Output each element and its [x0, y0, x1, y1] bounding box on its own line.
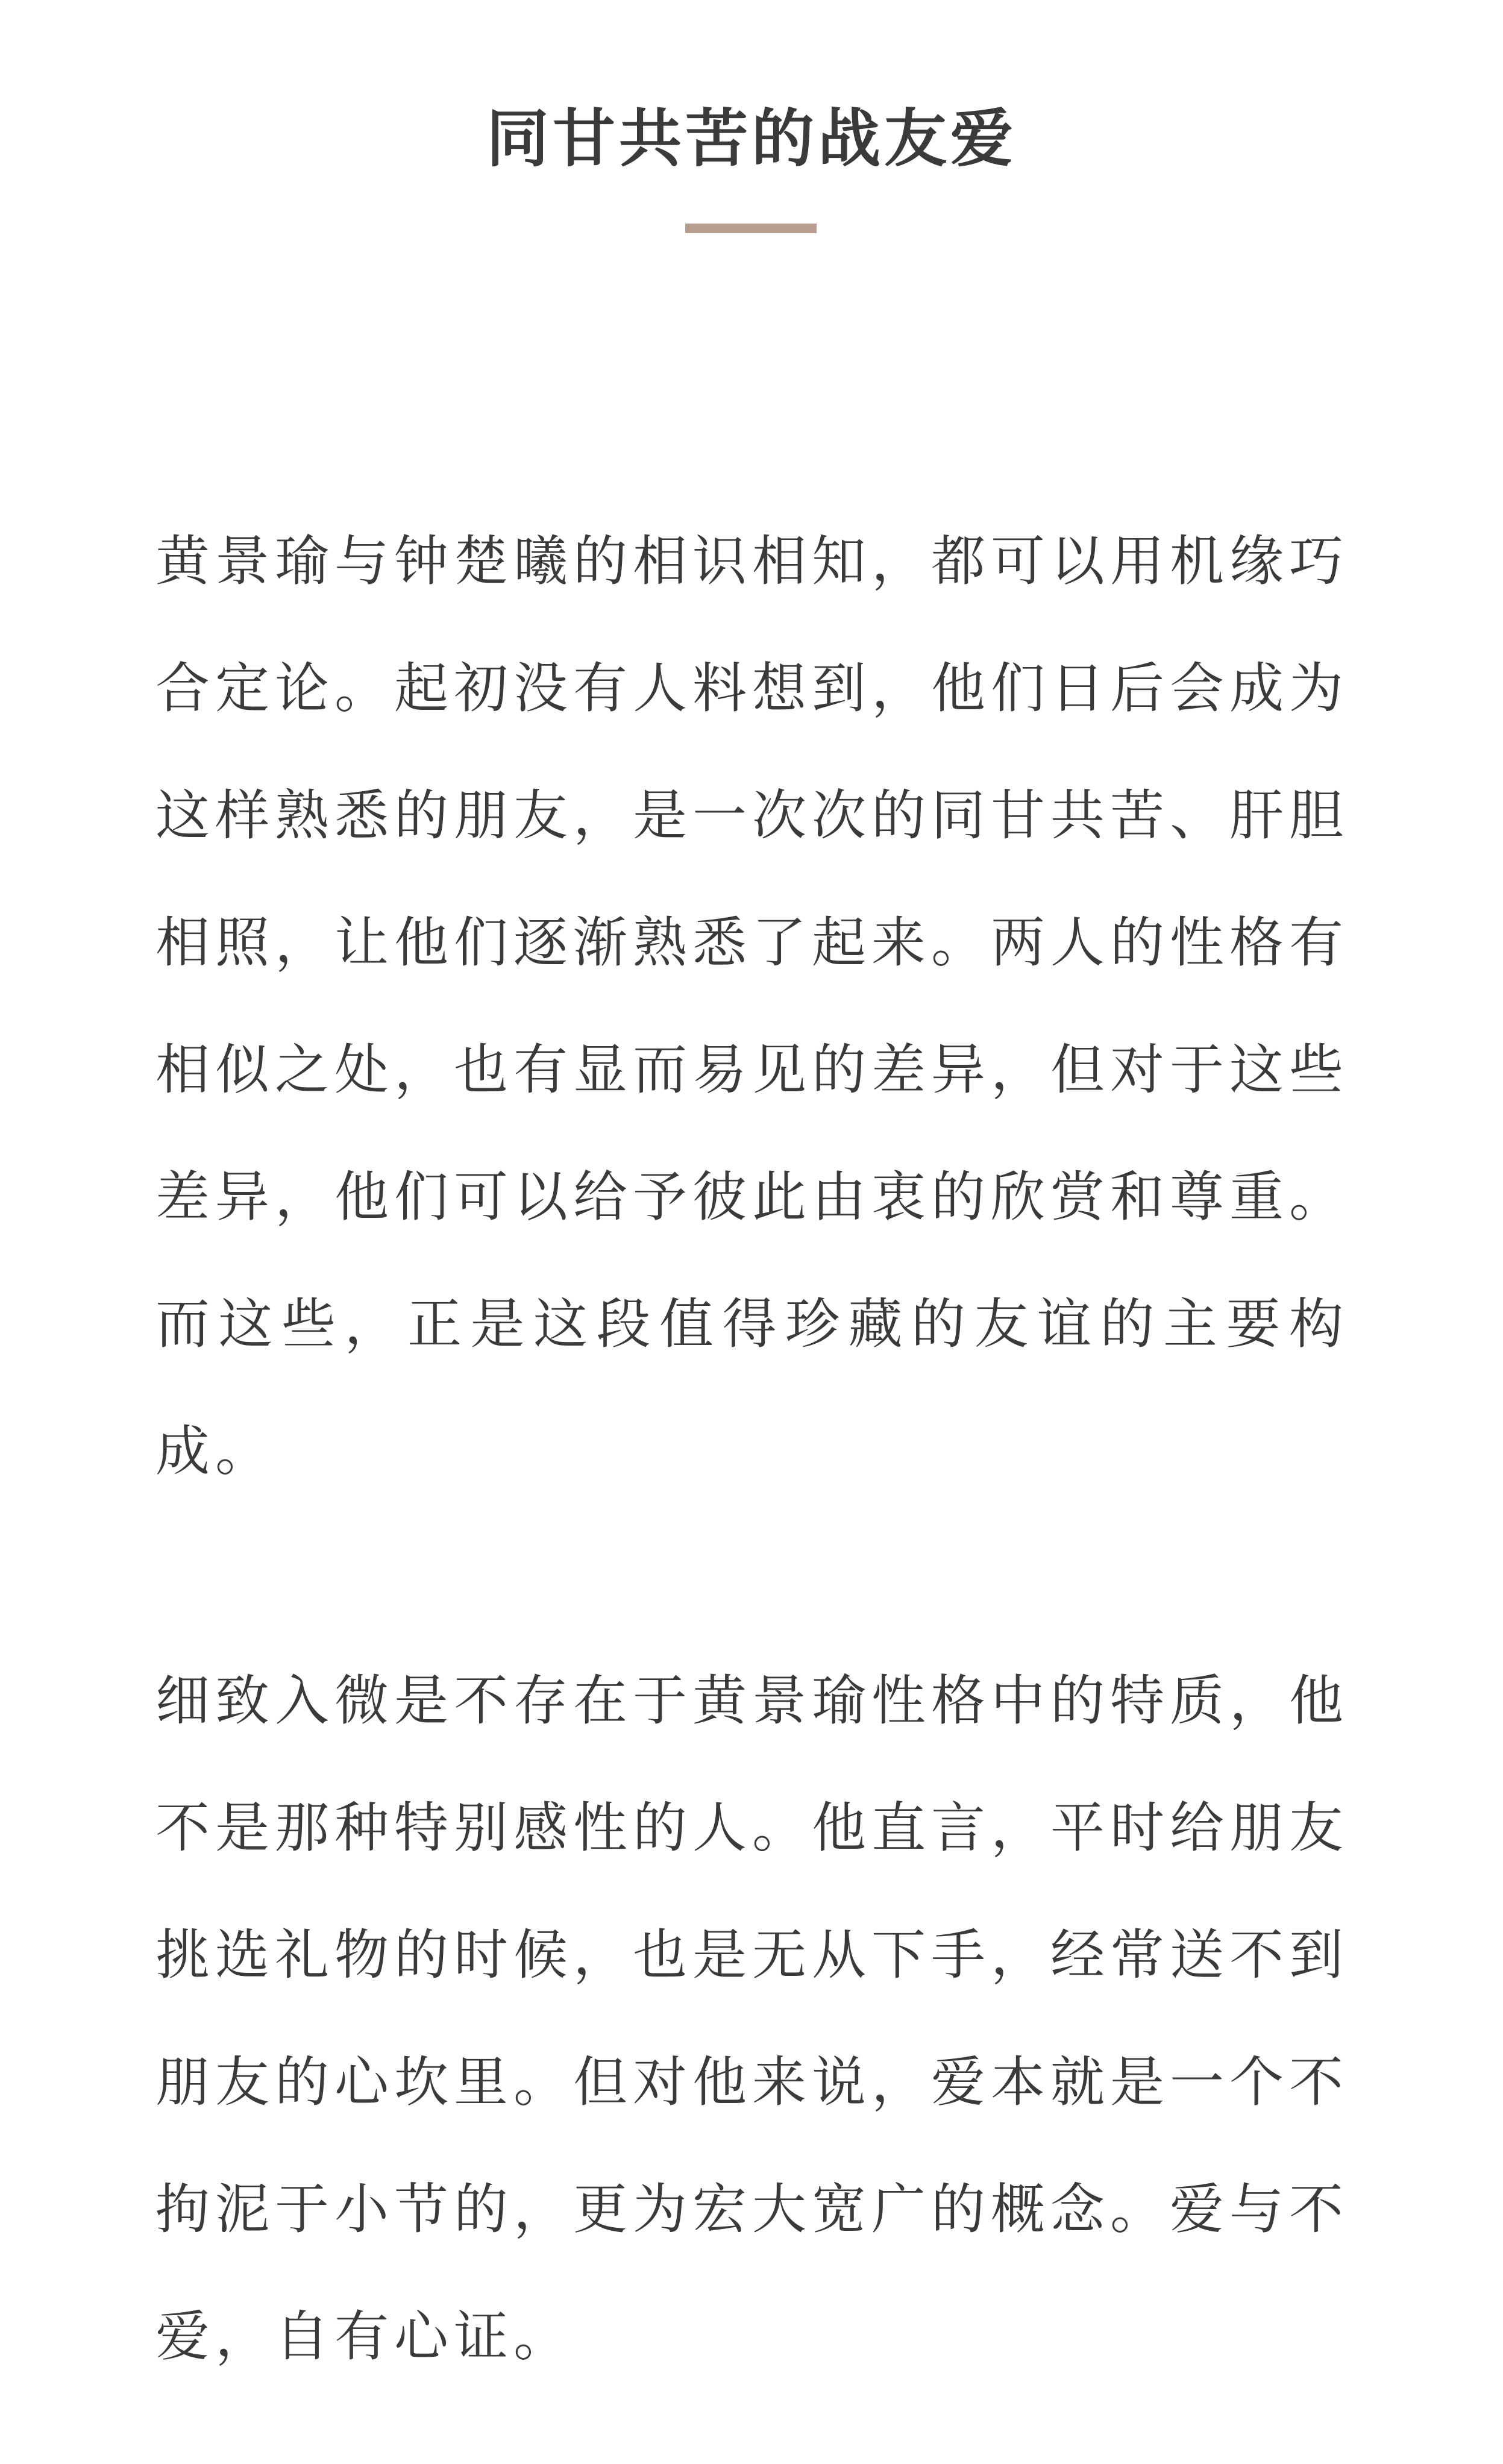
title-divider	[685, 224, 817, 233]
article-paragraph: 黄景瑜与钟楚曦的相识相知，都可以用机缘巧合定论。起初没有人料想到，他们日后会成为这样熟悉的朋友，是一次次的同甘共苦、肝胆相照，让他们逐渐熟悉了起来。两人的性格有相似之处，也有显而易见的差异，但对于这些差异，他们可以给予彼此由衷的欣赏和尊重。而这些，正是这段值得珍藏的友谊的主要构成。	[155, 530, 1349, 1483]
article-paragraph-2-container	[155, 1637, 1349, 2400]
article-paragraph: 细致入微是不存在于黄景瑜性格中的特质，他不是那种特别感性的人。他直言，平时给朋友挑选礼物的时候，也是无从下手，经常送不到朋友的心坎里。但对他来说，爱本就是一个不拘泥于小节的，更为宏大宽广的概念。爱与不爱，自有心证。	[155, 1669, 1349, 2368]
article-paragraph-1-container	[155, 498, 1349, 1515]
article-title: 同甘共苦的战友爱	[486, 101, 1017, 175]
